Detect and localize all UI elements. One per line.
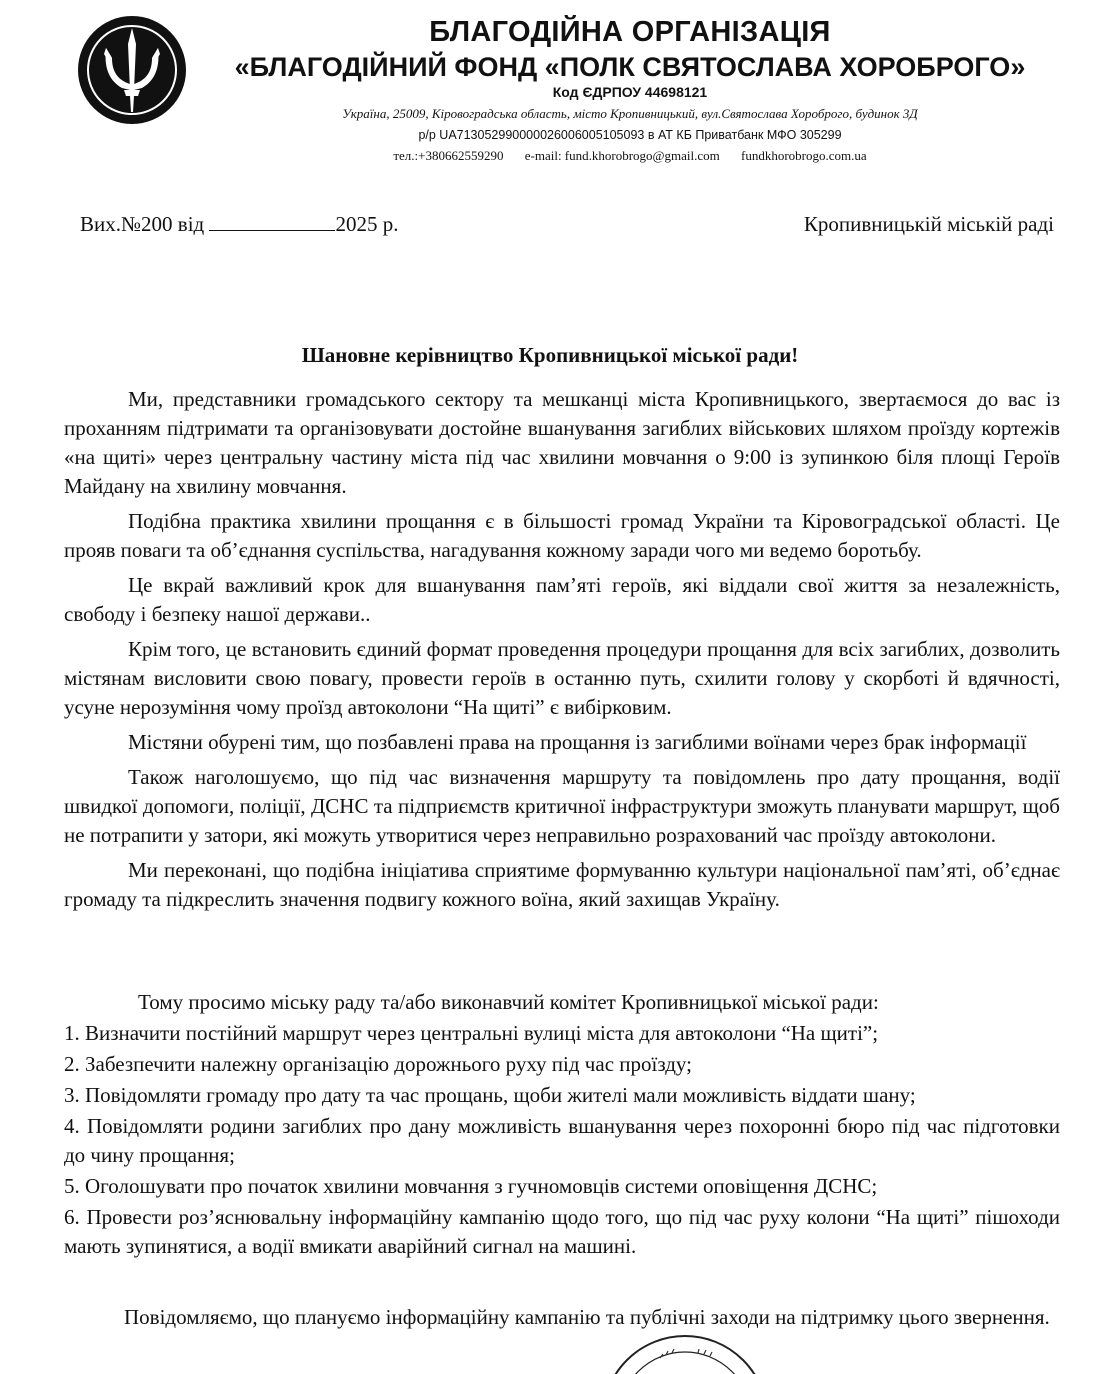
requests-section (64, 988, 1060, 1263)
outgoing-year: 2025 р. (335, 212, 399, 236)
paragraph: Крім того, це встановить єдиний формат проведення процедури прощання для всіх загиблих, дозволить містянам висловити свою повагу, провести героїв в останню путь, схилити голову у скорботі й вдячності, усуне нерозуміння чому проїзд автоколони “На щиті” є вибірковим. (64, 637, 1060, 719)
closing-section (64, 1303, 1060, 1332)
edrpou-code: Код ЄДРПОУ 44698121 (552, 84, 708, 100)
email: e-mail: fund.khorobrogo@gmail.com (524, 148, 720, 163)
salutation: Шановне керівництво Кропивницької міської ради! (301, 343, 799, 367)
request-item: 1. Визначити постійний маршрут через центральні вулиці міста для автоколони “На щиті”; (64, 1021, 879, 1045)
request-item: 6. Провести роз’яснювальну інформаційну кампанію щодо того, що під час руху колони “На щиті” пішоходи мають зупинятися, а водії вмикати аварійний сигнал на машині. (64, 1205, 1060, 1258)
requests-list (64, 1019, 1060, 1261)
outgoing-number-prefix: Вих.№200 від (80, 212, 205, 236)
request-item: 5. Оголошувати про початок хвилини мовчання з гучномовців системи оповіщення ДСНС; (64, 1174, 878, 1198)
bank-account: р/р UA713052990000026006005105093 в АТ КБ Приватбанк МФО 305299 (418, 128, 842, 142)
letter-body (64, 385, 1060, 914)
outgoing-number (80, 210, 398, 238)
addressee: Кропивницькій міській раді (803, 212, 1054, 236)
request-item: 4. Повідомляти родини загиблих про дану можливість вшанування через похоронні бюро під час підготовки до чину прощання; (64, 1114, 1060, 1167)
contacts-line (200, 147, 1060, 165)
phone: тел.:+380662559290 (393, 148, 504, 163)
organization-type: БЛАГОДІЙНА ОРГАНІЗАЦІЯ (429, 16, 831, 48)
paragraph: Ми, представники громадського сектору та мешканці міста Кропивницького, звертаємося до вас із проханням підтримати та організовувати достойне вшанування загиблих військових шляхом проїзду кортежів «на щиті» через центральну частину міста під час хвилини мовчання о 9:00 із зупинкою біля площі Героїв Майдану на хвилину мовчання. (64, 387, 1060, 498)
date-blank-line (209, 212, 335, 231)
paragraph: Подібна практика хвилини прощання є в більшості громад України та Кіровоградської області. Це прояв поваги та об’єднання суспільства, нагадування кожному заради чого ми ведемо боротьбу. (64, 509, 1060, 562)
paragraph: Містяни обурені тим, що позбавлені права на прощання із загиблими воїнами через брак інформації (128, 730, 1027, 754)
organization-name: «БЛАГОДІЙНИЙ ФОНД «ПОЛК СВЯТОСЛАВА ХОРОБРОГО» (234, 52, 1026, 82)
request-item: 3. Повідомляти громаду про дату та час прощань, щоби жителі мали можливість віддати шану; (64, 1083, 916, 1107)
organization-address: Україна, 25009, Кіровоградська область, місто Кропивницький, вул.Святослава Хороброго, будинок 3Д (342, 106, 918, 121)
round-seal-stamp-icon (600, 1328, 770, 1374)
request-item: 2. Забезпечити належну організацію дорожнього руху під час проїзду; (64, 1052, 692, 1076)
requests-lead: Тому просимо міську раду та/або виконавчий комітет Кропивницької міської ради: (138, 990, 879, 1014)
trident-shield-emblem-icon (76, 14, 188, 126)
closing-paragraph: Повідомляємо, що плануємо інформаційну кампанію та публічні заходи на підтримку цього звернення. (124, 1305, 1050, 1329)
website: fundkhorobrogo.com.ua (741, 148, 867, 163)
paragraph: Також наголошуємо, що під час визначення маршруту та повідомлень про дату прощання, водії швидкої допомоги, поліції, ДСНС та підприємств критичної інфраструктури зможуть планувати маршрут, щоб не потрапити у затори, які можуть утворитися через неправильно розрахований час проїзду автоколони. (64, 765, 1060, 847)
paragraph: Це вкрай важливий крок для вшанування пам’яті героїв, які віддали свої життя за незалежність, свободу і безпеку нашої держави.. (64, 573, 1060, 626)
paragraph: Ми переконані, що подібна ініціатива сприятиме формуванню культури національної пам’яті, об’єднає громаду та підкреслить значення подвигу кожного воїна, який захищав Україну. (64, 858, 1060, 911)
